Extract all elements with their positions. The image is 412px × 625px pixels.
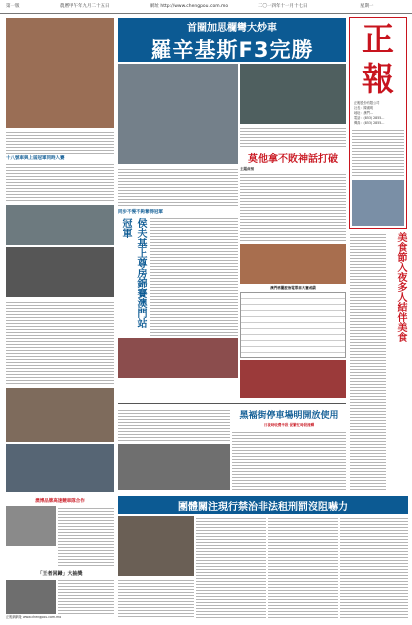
side-text — [350, 232, 386, 492]
table-title: 澳門格蘭披治電單車大賽成績 — [270, 286, 316, 290]
moto-sub: 主題曲預 — [240, 167, 254, 171]
race-photo — [240, 64, 346, 124]
park-title: 黑褔街停車場明開放使用 — [239, 411, 339, 421]
lead-photo-1 — [6, 18, 114, 128]
park-sub: 日夜時收費半段 促繁忙時段流轉 — [263, 423, 315, 427]
masthead-photo — [352, 180, 404, 226]
f1-photo-1 — [6, 205, 114, 245]
date: 二〇一四年十一月十七日 — [258, 4, 308, 9]
crash-text — [118, 167, 238, 207]
masthead-info-3: 地址：澳門… — [354, 111, 374, 115]
masthead-info-1: 正報股份有限公司 — [354, 101, 380, 105]
f1-title: 十八號車與上屆冠軍同時入賽 — [6, 156, 65, 161]
event-photo-4 — [6, 580, 56, 614]
masthead-info-5: 傳真：(853) 2855… — [354, 121, 385, 125]
moto-text — [240, 172, 346, 242]
lead-kicker: 首圈加思欄彎大炒車 — [118, 18, 346, 35]
crash-photo — [118, 64, 238, 164]
page-number: 第一版 — [6, 4, 20, 9]
race-text — [240, 126, 346, 148]
mid-text — [150, 216, 238, 336]
bottom-title: 團體關注現行禁治非法租刑罰沒阻嚇力 — [118, 496, 408, 514]
event-photo-1 — [6, 388, 114, 442]
contact-line: 正報網網址 www.chengpou.com.mo — [6, 615, 62, 619]
event-title: 澳博品牌高速競車隊合作 — [35, 499, 85, 504]
bottom-text-4 — [340, 516, 408, 618]
lunar-date: 農曆甲午年九月二十五日 — [60, 4, 110, 9]
wtcc-photo — [240, 360, 346, 398]
park-text-2 — [232, 430, 346, 490]
f1-text-2 — [6, 300, 114, 386]
park-photo — [118, 444, 230, 490]
f1-photo-2 — [6, 247, 114, 297]
masthead-info-2: 社長：陳漢明 — [354, 106, 374, 110]
lead-headline: 羅辛基斯F3完勝 — [118, 35, 346, 62]
masthead-title-2: 報 — [361, 60, 394, 98]
side-title: 美食節入夜多人結伴美食 — [395, 232, 406, 342]
top-bar — [0, 0, 412, 14]
moto-photo — [240, 244, 346, 284]
event-text — [58, 506, 114, 566]
f1-text — [6, 162, 114, 202]
event-photo-2 — [6, 444, 114, 492]
rally-photo — [118, 338, 238, 378]
event-sub: 「王者回歸」大抽獎 — [37, 571, 83, 577]
mid-sub: 侯夫基上尊房錦賽澳門站冠軍 — [120, 218, 146, 328]
bottom-photo — [118, 516, 194, 576]
masthead-title-1: 正 — [361, 20, 394, 58]
event-photo-3 — [6, 506, 56, 546]
weekday: 星期一 — [360, 4, 374, 9]
website[interactable]: 網址 http://www.chengpou.com.mo — [150, 4, 229, 9]
results-table — [240, 292, 346, 358]
divider — [118, 403, 346, 404]
bottom-text-1 — [118, 578, 194, 618]
moto-title: 莫他拿不敗神話打破 — [248, 154, 338, 165]
event-text-2 — [58, 578, 114, 614]
bottom-text-3 — [268, 516, 338, 618]
park-text-1 — [118, 408, 230, 442]
masthead-text — [352, 128, 404, 178]
lead-text — [6, 130, 114, 154]
masthead-info-4: 電話：(853) 2855… — [354, 116, 385, 120]
mid-title: 同步不慢不夠奪得冠軍 — [118, 210, 163, 215]
bottom-text-2 — [196, 516, 266, 618]
